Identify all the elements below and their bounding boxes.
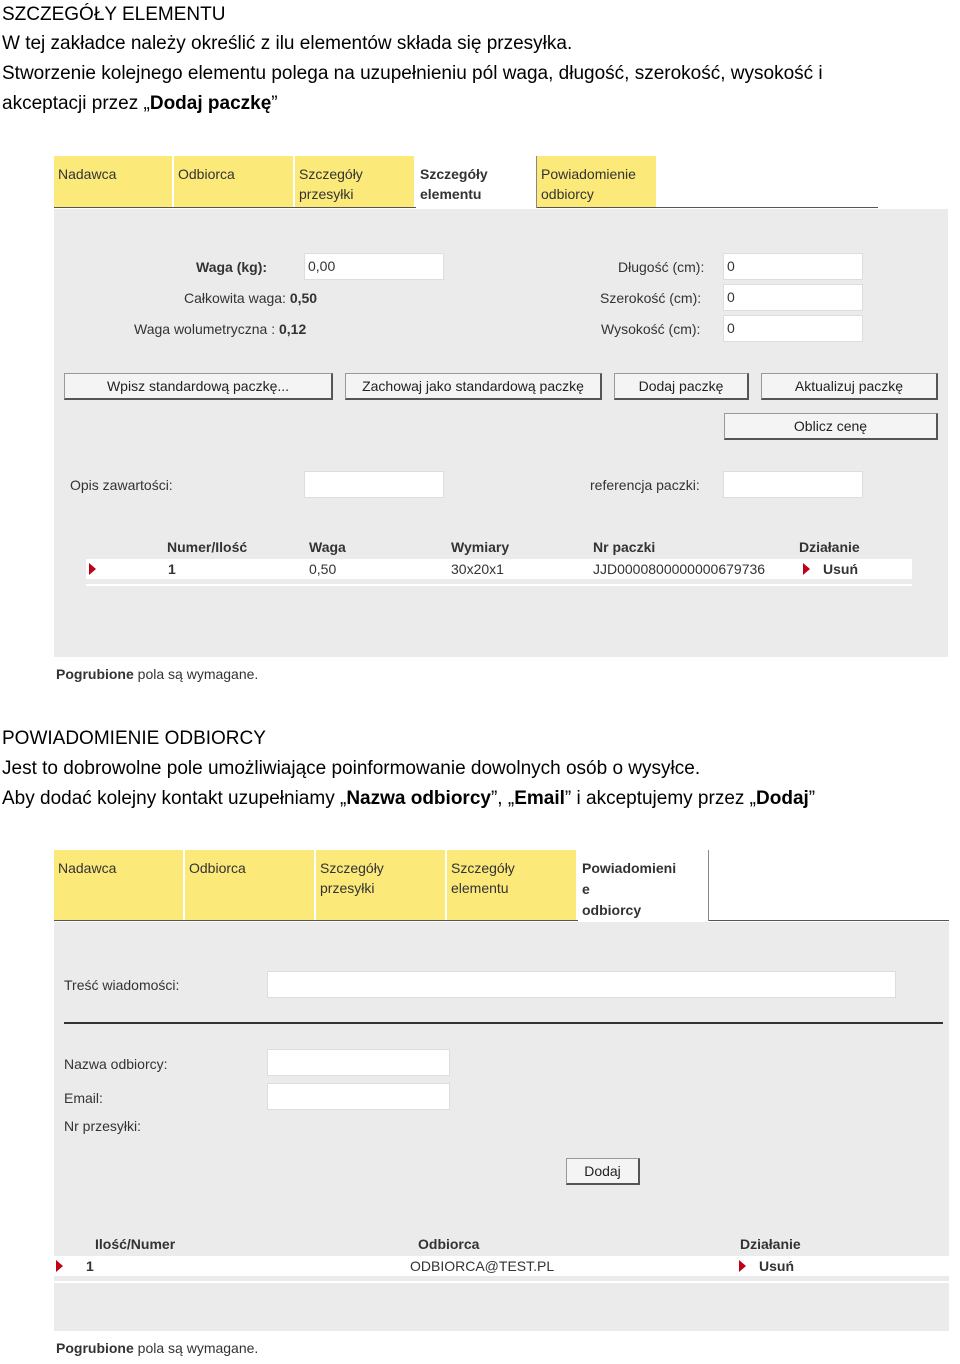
save-as-standard-button[interactable]: Zachowaj jako standardową paczkę	[345, 373, 602, 400]
tab-sender[interactable]	[54, 850, 185, 921]
recipient-name-input[interactable]	[267, 1049, 450, 1076]
section2-line2-g: ”	[808, 788, 816, 809]
package-reference-label: referencja paczki:	[590, 477, 700, 493]
height-input[interactable]: 0	[723, 315, 863, 342]
delete-link[interactable]: Usuń	[759, 1258, 794, 1274]
message-input[interactable]	[267, 971, 896, 998]
tab-shipment-details[interactable]	[316, 850, 447, 921]
row-action-arrow-icon	[739, 1260, 746, 1272]
tab-label: Szczegóły przesyłki	[299, 166, 363, 202]
tab-label: Powiadomienie odbiorcy	[541, 166, 636, 202]
section1-line3-post: ”	[271, 93, 278, 114]
required-fields-note	[56, 666, 258, 682]
tab-underline-right	[709, 920, 949, 921]
section-heading-element-details: SZCZEGÓŁY ELEMENTU	[2, 4, 226, 25]
section2-line2-a: Aby dodać kolejny kontakt uzupełniamy „	[2, 788, 347, 809]
section2-line2-f: Dodaj	[756, 788, 809, 809]
section2-line2-d: Email	[514, 788, 565, 809]
total-weight-label	[184, 290, 317, 306]
section1-line2: Stworzenie kolejnego elementu polega na uzupełnieniu pól waga, długość, szerokość, wysokość i	[2, 63, 823, 84]
section1-line3-pre: akceptacji przez „	[2, 93, 150, 114]
row-arrow-icon	[89, 563, 96, 575]
table-header-action: Działanie	[799, 539, 860, 555]
table-header-action: Działanie	[740, 1236, 801, 1252]
table-row	[86, 559, 912, 579]
section2-line2-e: ” i akceptujemy przez „	[564, 788, 757, 809]
content-description-input[interactable]	[304, 471, 444, 498]
total-weight-label-text: Całkowita waga:	[184, 290, 286, 306]
message-label: Treść wiadomości:	[64, 977, 180, 993]
table-header-recipient: Odbiorca	[418, 1236, 480, 1252]
email-input[interactable]	[267, 1083, 450, 1110]
tab-recipient-notification[interactable]	[578, 850, 709, 921]
height-label: Wysokość (cm):	[601, 321, 701, 337]
row-package-no: JJD0000800000000679736	[593, 561, 766, 577]
width-label: Szerokość (cm):	[600, 290, 702, 306]
tab-shipment-details[interactable]	[295, 156, 416, 208]
tab-sender[interactable]	[54, 156, 174, 208]
tab-underline-left	[54, 207, 416, 208]
table-header-quantity: Ilość/Numer	[95, 1236, 176, 1252]
tab-bar	[54, 850, 709, 921]
add-contact-button[interactable]: Dodaj	[566, 1158, 640, 1185]
required-note-text: pola są wymagane.	[133, 1340, 259, 1356]
row-action-arrow-icon	[803, 563, 810, 575]
tab-recipient[interactable]	[174, 156, 295, 208]
row-weight: 0,50	[309, 561, 337, 577]
table-row	[54, 1256, 949, 1276]
section-heading-recipient-notification: POWIADOMIENIE ODBIORCY	[2, 728, 266, 749]
update-package-button[interactable]: Aktualizuj paczkę	[761, 373, 938, 400]
tab-label: Szczegóły elementu	[451, 860, 515, 896]
required-note-bold: Pogrubione	[56, 666, 134, 682]
tab-bar	[54, 156, 658, 208]
row-dimensions: 30x20x1	[451, 561, 504, 577]
row-recipient-email: ODBIORCA@TEST.PL	[410, 1258, 555, 1274]
tab-label: Odbiorca	[178, 166, 235, 182]
section2-line2-c: ”, „	[490, 788, 515, 809]
table-header-number: Numer/Ilość	[167, 539, 248, 555]
volumetric-weight-label	[134, 321, 306, 337]
table-divider	[54, 1281, 949, 1283]
tab-label: Szczegóły przesyłki	[320, 860, 384, 896]
tab-label: Nadawca	[58, 166, 117, 182]
required-fields-note	[56, 1340, 258, 1356]
tab-label: Odbiorca	[189, 860, 246, 876]
row-arrow-icon	[56, 1260, 63, 1272]
tab-recipient-notification[interactable]	[537, 156, 658, 208]
required-note-text: pola są wymagane.	[133, 666, 259, 682]
content-description-label: Opis zawartości:	[70, 477, 173, 493]
table-header-weight: Waga	[309, 539, 346, 555]
row-quantity: 1	[86, 1258, 94, 1274]
recipient-notification-screenshot	[54, 850, 949, 1360]
notification-form-panel	[54, 922, 949, 1331]
section2-line2	[2, 784, 815, 814]
width-input[interactable]: 0	[723, 284, 863, 311]
tab-recipient[interactable]	[185, 850, 316, 921]
tab-label: Szczegóły elementu	[420, 166, 488, 202]
tab-element-details[interactable]	[416, 156, 537, 208]
table-header-package-no: Nr paczki	[593, 539, 656, 555]
shipment-number-label: Nr przesyłki:	[64, 1118, 142, 1134]
tab-label: Nadawca	[58, 860, 117, 876]
section1-line3-bold: Dodaj paczkę	[149, 93, 272, 114]
tab-label: Powiadomieni e odbiorcy	[582, 860, 677, 918]
recipient-name-label: Nazwa odbiorcy:	[64, 1056, 168, 1072]
table-header-dimensions: Wymiary	[451, 539, 510, 555]
table-divider	[86, 584, 912, 586]
volumetric-weight-label-text: Waga wolumetryczna :	[134, 321, 276, 337]
section1-line3	[2, 89, 278, 119]
row-number: 1	[168, 561, 176, 577]
package-reference-input[interactable]	[723, 471, 863, 498]
tab-underline-right	[537, 207, 878, 208]
volumetric-weight-value: 0,12	[278, 321, 307, 337]
element-details-screenshot	[54, 156, 948, 686]
tab-underline-left	[54, 920, 578, 921]
total-weight-value: 0,50	[289, 290, 318, 306]
required-note-bold: Pogrubione	[56, 1340, 134, 1356]
section1-line1: W tej zakładce należy określić z ilu elementów składa się przesyłka.	[2, 33, 573, 54]
enter-standard-package-button[interactable]: Wpisz standardową paczkę...	[64, 373, 333, 400]
element-form-panel	[54, 209, 948, 657]
weight-label: Waga (kg):	[196, 259, 268, 275]
delete-link[interactable]: Usuń	[823, 561, 858, 577]
length-label: Długość (cm):	[618, 259, 705, 275]
tab-element-details[interactable]	[447, 850, 578, 921]
section2-line1: Jest to dobrowolne pole umożliwiające poinformowanie dowolnych osób o wysyłce.	[2, 758, 701, 779]
weight-input[interactable]: 0,00	[304, 253, 444, 280]
section2-line2-b: Nazwa odbiorcy	[346, 788, 491, 809]
email-label: Email:	[64, 1090, 103, 1106]
add-package-button[interactable]: Dodaj paczkę	[614, 373, 749, 400]
calculate-price-button[interactable]: Oblicz cenę	[724, 413, 938, 440]
length-input[interactable]: 0	[723, 253, 863, 280]
form-divider	[64, 1022, 943, 1024]
